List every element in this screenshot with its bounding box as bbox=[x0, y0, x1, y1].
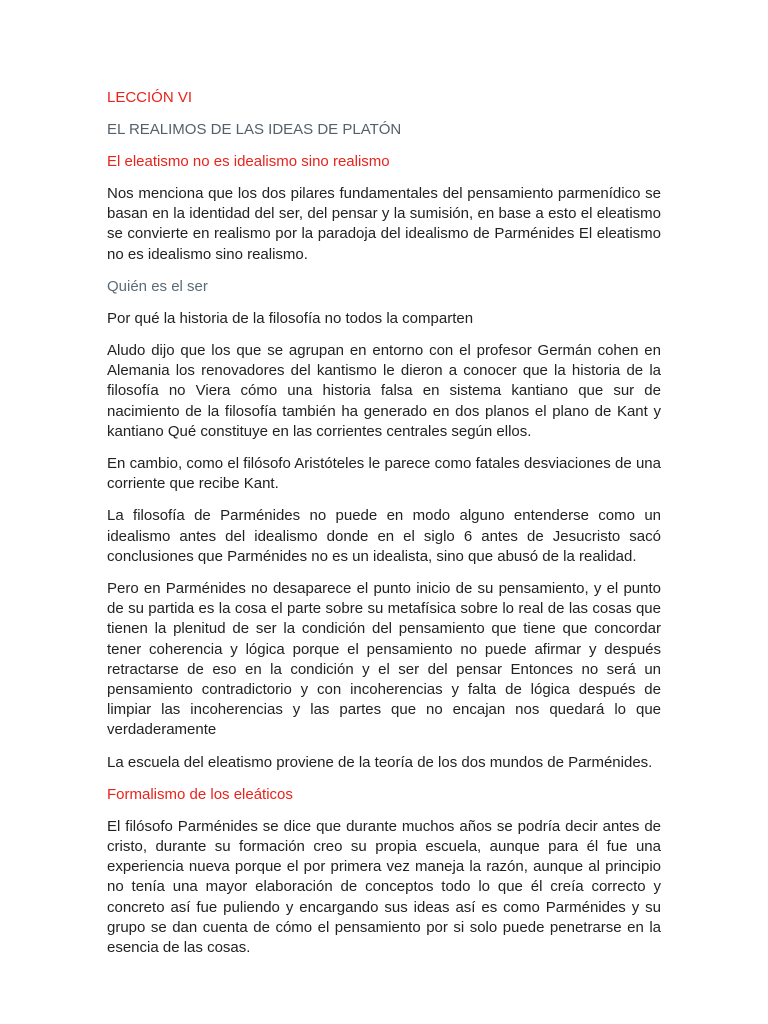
section-heading-quien-es-el-ser: Quién es el ser bbox=[107, 277, 208, 295]
paragraph-7: La escuela del eleatismo proviene de la teoría de los dos mundos de Parménides. bbox=[107, 753, 653, 771]
paragraph-2: Por qué la historia de la filosofía no todos la comparten bbox=[107, 309, 474, 327]
paragraph-6: Pero en Parménides no desaparece el punto inicio de su pensamiento, y el punto de su partida es la cosa el parte sobre su metafísica sobre lo real de las cosas que tienen la plenitud de ser la condición del pensamiento que tiene que concordar tener coherencia y lógica porque el pensamiento no puede afirmar y después retractarse de eso en la condición y el ser del pensar Entonces no será un pensamiento contradictorio y con incoherencias y falta de lógica después de limpiar las incoherencias y las partes que no encajan nos quedará lo que verdaderamente bbox=[107, 580, 661, 739]
paragraph-1: Nos menciona que los dos pilares fundamentales del pensamiento parmenídico se basan en la identidad del ser, del pensar y la sumisión, en base a esto el eleatismo se convierte en realismo por la paradoja del idealismo de Parménides El eleatismo no es idealismo sino realismo. bbox=[107, 185, 661, 263]
lesson-title: LECCIÓN VI bbox=[107, 89, 193, 106]
section-heading-eleatismo: El eleatismo no es idealismo sino realismo bbox=[107, 153, 390, 170]
paragraph-5: La filosofía de Parménides no puede en modo alguno entenderse como un idealismo antes del idealismo donde en el siglo 6 antes de Jesucristo sacó conclusiones que Parménides no es un idealista, sino que abusó de la realidad. bbox=[107, 507, 661, 565]
main-title: EL REALIMOS DE LAS IDEAS DE PLATÓN bbox=[107, 121, 402, 138]
paragraph-4: En cambio, como el filósofo Aristóteles le parece como fatales desviaciones de una corriente que recibe Kant. bbox=[107, 455, 661, 493]
paragraph-3: Aludo dijo que los que se agrupan en entorno con el profesor Germán cohen en Alemania los renovadores del kantismo le dieron a conocer que la historia de la filosofía no Viera cómo una historia falsa en sistema kantiano que sur de nacimiento de la filosofía también ha generado en dos planos el plano de Kant y kantiano Qué constituye en las corrientes centrales según ellos. bbox=[107, 342, 661, 440]
paragraph-8: El filósofo Parménides se dice que durante muchos años se podría decir antes de cristo, durante su formación creo su propia escuela, aunque para él fue una experiencia nueva porque el por primera vez maneja la razón, aunque al principio no tenía una mayor elaboración de conceptos todo lo que él creía correcto y concreto así fue puliendo y encargando sus ideas así es como Parménides y su grupo se dan cuenta de cómo el pensamiento por si solo puede penetrarse en la esencia de las cosas. bbox=[107, 817, 661, 957]
section-heading-formalismo: Formalismo de los eleáticos bbox=[107, 785, 293, 803]
